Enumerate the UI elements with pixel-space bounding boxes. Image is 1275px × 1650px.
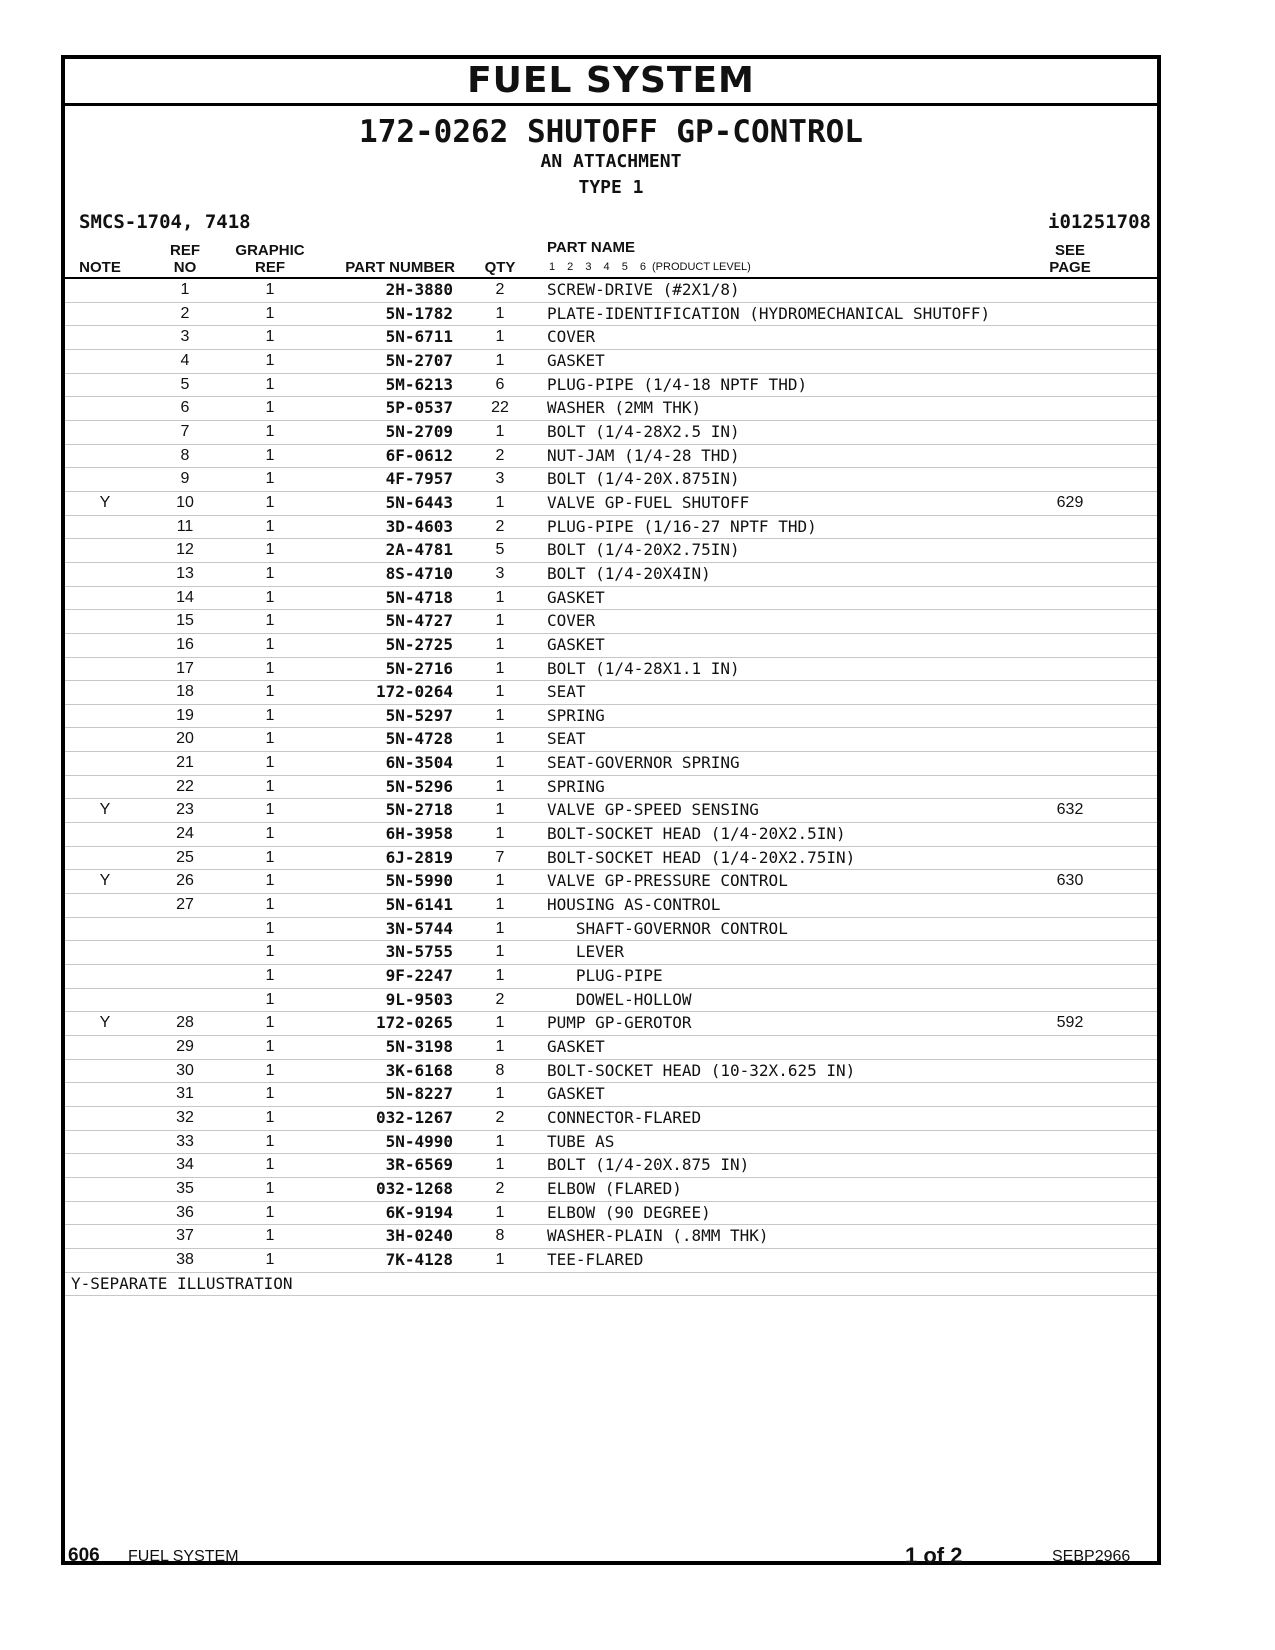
table-row	[65, 492, 1157, 516]
graphic-ref-cell: 1	[265, 517, 275, 535]
graphic-ref-cell: 1	[265, 635, 275, 653]
table-row	[65, 1060, 1157, 1084]
table-row	[65, 1225, 1157, 1249]
part-name-cell: PLUG-PIPE (1/16-27 NPTF THD)	[547, 516, 817, 536]
part-name-cell: NUT-JAM (1/4-28 THD)	[547, 445, 740, 465]
col-ref-bottom: NO	[173, 259, 197, 276]
table-row	[65, 918, 1157, 942]
graphic-ref-cell: 1	[265, 1179, 275, 1197]
part-number-cell: 7K-4128	[385, 1249, 453, 1269]
ref-cell: 19	[176, 706, 194, 724]
graphic-ref-cell: 1	[265, 967, 275, 985]
part-name-cell: PLUG-PIPE	[547, 966, 663, 986]
qty-cell: 1	[495, 612, 505, 630]
parts-table	[65, 279, 1157, 1296]
graphic-ref-cell: 1	[265, 328, 275, 346]
qty-cell: 2	[495, 517, 505, 535]
qty-cell: 1	[495, 635, 505, 653]
ref-cell: 21	[176, 754, 194, 772]
col-graphic-top: GRAPHIC	[235, 242, 305, 259]
part-number-cell: 4F-7957	[385, 469, 453, 489]
graphic-ref-cell: 1	[265, 541, 275, 559]
part-name-cell: SEAT	[547, 682, 586, 702]
part-number-cell: 5N-2718	[385, 800, 453, 820]
part-number-cell: 5M-6213	[385, 374, 453, 394]
qty-cell: 1	[495, 754, 505, 772]
section-title: FUEL SYSTEM	[65, 59, 1157, 106]
qty-cell: 1	[495, 683, 505, 701]
qty-cell: 1	[495, 730, 505, 748]
part-name-cell: ELBOW (FLARED)	[547, 1178, 682, 1198]
ref-cell: 23	[176, 801, 194, 819]
graphic-ref-cell: 1	[265, 1061, 275, 1079]
table-row	[65, 705, 1157, 729]
smcs-code: SMCS-1704, 7418	[79, 211, 251, 233]
table-row	[65, 870, 1157, 894]
qty-cell: 1	[495, 1038, 505, 1055]
table-row	[65, 516, 1157, 540]
part-name-cell: BOLT-SOCKET HEAD (1/4-20X2.5IN)	[547, 824, 846, 844]
see-page-cell: 632	[1056, 801, 1084, 819]
table-row	[65, 587, 1157, 611]
part-number-cell: 6F-0612	[385, 445, 453, 465]
graphic-ref-cell: 1	[265, 304, 275, 322]
part-number-cell: 3N-5755	[385, 942, 453, 962]
part-number-cell: 3H-0240	[385, 1226, 453, 1246]
graphic-ref-cell: 1	[265, 564, 275, 582]
part-name-cell: BOLT (1/4-20X.875IN)	[547, 469, 740, 489]
table-row	[65, 1178, 1157, 1202]
qty-cell: 1	[495, 659, 505, 677]
table-row	[65, 326, 1157, 350]
part-number-cell: 9F-2247	[385, 966, 453, 986]
col-see-bottom: PAGE	[1049, 259, 1091, 276]
table-row	[65, 539, 1157, 563]
ref-cell: 5	[180, 375, 190, 393]
column-header	[65, 239, 1157, 279]
see-page-cell: 629	[1056, 493, 1084, 511]
note-cell: Y	[99, 801, 111, 819]
col-part-name: PART NAME	[547, 239, 636, 256]
part-name-cell: WASHER-PLAIN (.8MM THK)	[547, 1226, 769, 1246]
graphic-ref-cell: 1	[265, 1085, 275, 1103]
ref-cell: 18	[176, 683, 194, 701]
ref-cell: 33	[176, 1132, 194, 1150]
part-name-cell: PUMP GP-GEROTOR	[547, 1013, 692, 1033]
table-row	[65, 1249, 1157, 1273]
graphic-ref-cell: 1	[265, 493, 275, 511]
qty-cell: 8	[495, 1227, 505, 1245]
table-row	[65, 1083, 1157, 1107]
ref-cell: 20	[176, 730, 194, 748]
footer-page-of: 1 of 2	[905, 1543, 963, 1568]
table-row	[65, 1107, 1157, 1131]
footer-doc-id: SEBP2966	[1052, 1548, 1131, 1565]
graphic-ref-cell: 1	[265, 825, 275, 843]
part-number-cell: 2H-3880	[385, 280, 453, 299]
table-row	[65, 634, 1157, 658]
graphic-ref-cell: 1	[265, 1014, 275, 1032]
part-number-cell: 9L-9503	[385, 989, 453, 1009]
qty-cell: 1	[495, 1085, 505, 1103]
part-name-cell: PLUG-PIPE (1/4-18 NPTF THD)	[547, 374, 808, 394]
part-name-cell: SCREW-DRIVE (#2X1/8)	[547, 280, 740, 299]
graphic-ref-cell: 1	[265, 1203, 275, 1221]
qty-cell: 1	[495, 1014, 505, 1032]
qty-cell: 1	[495, 351, 505, 369]
part-number-cell: 5N-4990	[385, 1131, 453, 1151]
part-name-cell: SPRING	[547, 776, 605, 796]
graphic-ref-cell: 1	[265, 683, 275, 701]
graphic-ref-cell: 1	[265, 730, 275, 748]
part-number-cell: 172-0264	[375, 682, 453, 702]
table-row	[65, 279, 1157, 303]
table-row	[65, 563, 1157, 587]
graphic-ref-cell: 1	[265, 375, 275, 393]
part-name-cell: GASKET	[547, 350, 605, 370]
ref-cell: 16	[176, 635, 194, 653]
table-row	[65, 350, 1157, 374]
ref-cell: 11	[176, 517, 194, 535]
qty-cell: 3	[495, 470, 505, 488]
table-row	[65, 658, 1157, 682]
col-ref-top: REF	[170, 242, 200, 259]
table-row	[65, 823, 1157, 847]
col-see-top: SEE	[1054, 242, 1085, 259]
table-row	[65, 1036, 1157, 1060]
ref-cell: 28	[176, 1014, 194, 1032]
part-name-cell: LEVER	[547, 942, 625, 962]
graphic-ref-cell: 1	[265, 1250, 275, 1268]
graphic-ref-cell: 1	[265, 872, 275, 890]
part-number-cell: 5N-1782	[385, 303, 453, 323]
footer-page-number: 606	[68, 1545, 100, 1566]
product-level-label: (PRODUCT LEVEL)	[652, 261, 751, 273]
qty-cell: 1	[495, 967, 505, 985]
table-row	[65, 728, 1157, 752]
part-number-cell: 5N-2709	[385, 421, 453, 441]
part-name-cell: BOLT (1/4-20X4IN)	[547, 563, 711, 583]
qty-cell: 1	[495, 943, 505, 961]
graphic-ref-cell: 1	[265, 470, 275, 488]
subtitle-attachment: AN ATTACHMENT	[540, 151, 682, 172]
part-name-cell: SEAT	[547, 729, 586, 749]
graphic-ref-cell: 1	[265, 1132, 275, 1150]
part-number-cell: 5N-2716	[385, 658, 453, 678]
table-row	[65, 397, 1157, 421]
qty-cell: 2	[495, 990, 505, 1008]
ref-cell: 38	[176, 1250, 194, 1268]
part-number-cell: 6K-9194	[385, 1202, 453, 1222]
group-title: 172-0262 SHUTOFF GP-CONTROL	[359, 114, 863, 150]
ref-cell: 25	[176, 848, 194, 866]
qty-cell: 22	[491, 399, 509, 417]
table-row	[65, 681, 1157, 705]
table-row	[65, 1202, 1157, 1226]
see-page-cell: 630	[1056, 872, 1084, 890]
ref-cell: 13	[176, 564, 194, 582]
ref-cell: 6	[180, 399, 190, 417]
graphic-ref-cell: 1	[265, 990, 275, 1008]
illustration-id: i01251708	[1048, 211, 1151, 233]
part-name-cell: VALVE GP-PRESSURE CONTROL	[547, 871, 788, 891]
part-number-cell: 8S-4710	[385, 563, 453, 583]
part-name-cell: GASKET	[547, 1084, 605, 1104]
ref-cell: 14	[176, 588, 194, 606]
table-row	[65, 941, 1157, 965]
graphic-ref-cell: 1	[265, 1227, 275, 1245]
graphic-ref-cell: 1	[265, 848, 275, 866]
graphic-ref-cell: 1	[265, 659, 275, 677]
ref-cell: 29	[176, 1038, 194, 1055]
qty-cell: 1	[495, 825, 505, 843]
table-row	[65, 374, 1157, 398]
part-name-cell: ELBOW (90 DEGREE)	[547, 1202, 711, 1222]
ref-cell: 1	[180, 281, 190, 298]
graphic-ref-cell: 1	[265, 1156, 275, 1174]
ref-cell: 2	[180, 304, 190, 322]
ref-cell: 26	[176, 872, 194, 890]
part-number-cell: 172-0265	[375, 1013, 453, 1033]
ref-cell: 22	[176, 777, 194, 795]
table-row	[65, 1154, 1157, 1178]
part-name-cell: BOLT (1/4-28X2.5 IN)	[547, 421, 740, 441]
part-number-cell: 5N-4728	[385, 729, 453, 749]
ref-cell: 30	[176, 1061, 194, 1079]
qty-cell: 7	[495, 848, 505, 866]
part-number-cell: 5N-3198	[385, 1037, 453, 1056]
graphic-ref-cell: 1	[265, 801, 275, 819]
table-row	[65, 445, 1157, 469]
graphic-ref-cell: 1	[265, 422, 275, 440]
table-row	[65, 799, 1157, 823]
part-number-cell: 5P-0537	[385, 398, 453, 418]
part-name-cell: BOLT (1/4-20X.875 IN)	[547, 1155, 750, 1175]
subtitle-type: TYPE 1	[578, 177, 644, 198]
part-name-cell: GASKET	[547, 634, 605, 654]
part-name-cell: BOLT-SOCKET HEAD (10-32X.625 IN)	[547, 1060, 856, 1080]
ref-cell: 15	[176, 612, 194, 630]
graphic-ref-cell: 1	[265, 446, 275, 464]
graphic-ref-cell: 1	[265, 1038, 275, 1055]
table-row	[65, 610, 1157, 634]
qty-cell: 2	[495, 446, 505, 464]
table-row	[65, 894, 1157, 918]
page-frame	[61, 55, 1161, 1565]
note-cell: Y	[99, 493, 111, 511]
part-number-cell: 5N-5296	[385, 776, 453, 796]
qty-cell: 1	[495, 1156, 505, 1174]
col-note: NOTE	[79, 259, 121, 276]
graphic-ref-cell: 1	[265, 588, 275, 606]
table-row	[65, 1131, 1157, 1155]
footer-section: FUEL SYSTEM	[128, 1548, 239, 1565]
table-row	[65, 303, 1157, 327]
table-row	[65, 965, 1157, 989]
part-number-cell: 6J-2819	[385, 847, 453, 867]
ref-cell: 10	[176, 493, 194, 511]
graphic-ref-cell: 1	[265, 943, 275, 961]
part-name-cell: GASKET	[547, 1037, 605, 1056]
ref-cell: 37	[176, 1227, 194, 1245]
part-name-cell: VALVE GP-FUEL SHUTOFF	[547, 492, 750, 512]
col-graphic-bottom: REF	[255, 259, 285, 276]
part-name-cell: TEE-FLARED	[547, 1249, 644, 1269]
graphic-ref-cell: 1	[265, 896, 275, 914]
part-name-cell: GASKET	[547, 587, 605, 607]
part-number-cell: 5N-6711	[385, 327, 453, 347]
graphic-ref-cell: 1	[265, 754, 275, 772]
qty-cell: 1	[495, 588, 505, 606]
product-level-numbers: 1 2 3 4 5 6	[549, 261, 646, 273]
part-name-cell: BOLT (1/4-28X1.1 IN)	[547, 658, 740, 678]
part-number-cell: 3N-5744	[385, 918, 453, 938]
qty-cell: 1	[495, 1132, 505, 1150]
qty-cell: 1	[495, 328, 505, 346]
qty-cell: 1	[495, 706, 505, 724]
qty-cell: 1	[495, 422, 505, 440]
part-name-cell: DOWEL-HOLLOW	[547, 989, 692, 1009]
part-number-cell: 5N-6443	[385, 492, 453, 512]
qty-cell: 2	[495, 1179, 505, 1197]
qty-cell: 1	[495, 1203, 505, 1221]
part-name-cell: BOLT (1/4-20X2.75IN)	[547, 540, 740, 560]
ref-cell: 7	[180, 422, 190, 440]
col-product-levels	[549, 261, 751, 273]
qty-cell: 1	[495, 896, 505, 914]
ref-cell: 24	[176, 825, 194, 843]
graphic-ref-cell: 1	[265, 399, 275, 417]
ref-cell: 34	[176, 1156, 194, 1174]
part-number-cell: 2A-4781	[385, 540, 453, 560]
qty-cell: 1	[495, 493, 505, 511]
part-name-cell: VALVE GP-SPEED SENSING	[547, 800, 759, 820]
part-name-cell: SEAT-GOVERNOR SPRING	[547, 753, 740, 773]
qty-cell: 1	[495, 1250, 505, 1268]
ref-cell: 9	[180, 470, 190, 488]
ref-cell: 36	[176, 1203, 194, 1221]
qty-cell: 5	[495, 541, 505, 559]
ref-cell: 35	[176, 1179, 194, 1197]
part-name-cell: BOLT-SOCKET HEAD (1/4-20X2.75IN)	[547, 847, 856, 867]
part-number-cell: 3K-6168	[385, 1060, 453, 1080]
part-name-cell: SHAFT-GOVERNOR CONTROL	[547, 918, 788, 938]
part-name-cell: COVER	[547, 327, 596, 347]
qty-cell: 1	[495, 777, 505, 795]
part-number-cell: 032-1267	[375, 1107, 453, 1127]
table-row	[65, 752, 1157, 776]
note-cell: Y	[99, 872, 111, 890]
part-name-cell: CONNECTOR-FLARED	[547, 1107, 702, 1127]
col-qty: QTY	[484, 259, 516, 276]
part-number-cell: 5N-5990	[385, 871, 453, 891]
ref-cell: 12	[176, 541, 194, 559]
part-name-cell: HOUSING AS-CONTROL	[547, 895, 721, 915]
part-number-cell: 5N-4727	[385, 611, 453, 631]
see-page-cell: 592	[1056, 1014, 1084, 1032]
part-name-cell: SPRING	[547, 705, 605, 725]
ref-cell: 4	[180, 351, 190, 369]
table-row	[65, 847, 1157, 871]
part-number-cell: 6N-3504	[385, 753, 453, 773]
part-name-cell: COVER	[547, 611, 596, 631]
qty-cell: 3	[495, 564, 505, 582]
ref-cell: 32	[176, 1108, 194, 1126]
part-number-cell: 032-1268	[375, 1178, 453, 1198]
part-number-cell: 5N-5297	[385, 705, 453, 725]
qty-cell: 1	[495, 801, 505, 819]
ref-cell: 3	[180, 328, 190, 346]
table-row	[65, 776, 1157, 800]
part-number-cell: 5N-2725	[385, 634, 453, 654]
graphic-ref-cell: 1	[265, 919, 275, 937]
part-name-cell: WASHER (2MM THK)	[547, 398, 702, 418]
table-row	[65, 421, 1157, 445]
footnote: Y-SEPARATE ILLUSTRATION	[65, 1273, 1157, 1296]
part-number-cell: 3D-4603	[385, 516, 453, 536]
graphic-ref-cell: 1	[265, 351, 275, 369]
part-number-cell: 5N-6141	[385, 895, 453, 915]
graphic-ref-cell: 1	[265, 1108, 275, 1126]
col-part-number: PART NUMBER	[345, 259, 455, 276]
qty-cell: 1	[495, 872, 505, 890]
graphic-ref-cell: 1	[265, 777, 275, 795]
qty-cell: 6	[495, 375, 505, 393]
qty-cell: 8	[495, 1061, 505, 1079]
graphic-ref-cell: 1	[265, 281, 275, 298]
ref-cell: 27	[176, 896, 194, 914]
part-number-cell: 5N-2707	[385, 350, 453, 370]
table-row	[65, 1012, 1157, 1036]
note-cell: Y	[99, 1014, 111, 1032]
graphic-ref-cell: 1	[265, 706, 275, 724]
table-row	[65, 989, 1157, 1013]
part-number-cell: 5N-8227	[385, 1084, 453, 1104]
qty-cell: 1	[495, 304, 505, 322]
ref-cell: 8	[180, 446, 190, 464]
part-name-cell: TUBE AS	[547, 1131, 615, 1151]
ref-cell: 31	[176, 1085, 194, 1103]
part-number-cell: 3R-6569	[385, 1155, 453, 1175]
part-name-cell: PLATE-IDENTIFICATION (HYDROMECHANICAL SHUTOFF)	[547, 303, 991, 323]
qty-cell: 2	[495, 1108, 505, 1126]
qty-cell: 2	[495, 281, 505, 298]
part-number-cell: 6H-3958	[385, 824, 453, 844]
qty-cell: 1	[495, 919, 505, 937]
part-number-cell: 5N-4718	[385, 587, 453, 607]
graphic-ref-cell: 1	[265, 612, 275, 630]
table-row	[65, 468, 1157, 492]
ref-cell: 17	[176, 659, 194, 677]
